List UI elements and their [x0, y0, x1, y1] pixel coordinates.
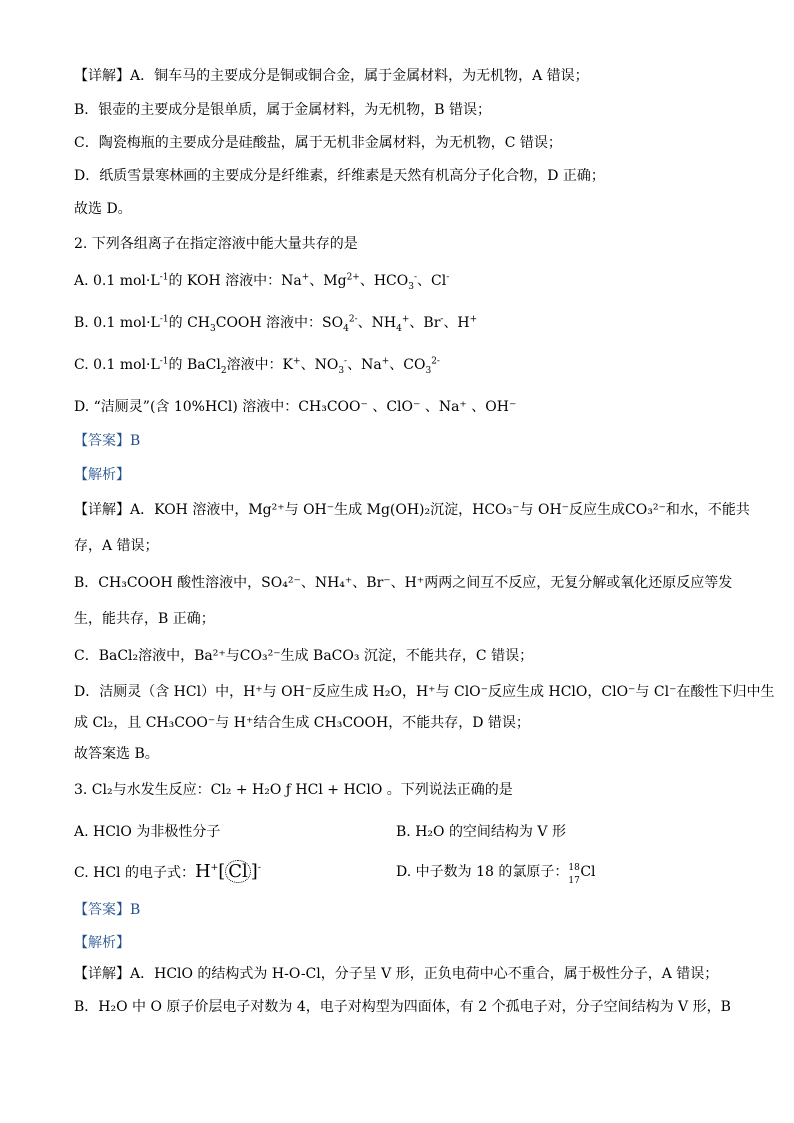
question-2-option-c: C. 0.1 $mol\cdot L^{-1}$的 BaCl$_2$溶液中：K+、$NO_3^-$、Na+、$CO_3^{2-}$	[74, 356, 440, 376]
analysis-2-line-7: 成 Cl₂，且 CH₃COO⁻与 H⁺结合生成 CH₃COOH，不能共存，D 错误；	[74, 715, 530, 731]
question-3-option-c: C. HCl 的电子式：H+[ Cl ]-	[74, 861, 261, 882]
analysis-2-line-4: 生，能共存，B 正确；	[74, 611, 215, 627]
analysis-2-heading: 【解析】	[74, 467, 130, 483]
analysis-2-line-1: 【详解】A．KOH 溶液中，Mg²⁺与 OH⁻生成 Mg(OH)₂沉淀，HCO₃⁻与 OH⁻反应生成CO₃²⁻和水，不能共	[74, 502, 750, 518]
answer-3: 【答案】B	[74, 902, 141, 918]
question-2-stem: 2. 下列各组离子在指定溶液中能大量共存的是	[74, 236, 358, 252]
analysis-2-line-3: B．CH₃COOH 酸性溶液中，SO₄²⁻、NH₄⁺、Br⁻、H⁺两两之间互不反应，无复分解或氧化还原反应等发	[74, 575, 733, 591]
analysis-3-line-2: B．H₂O 中 O 原子价层电子对数为 4，电子对构型为四面体，有 2 个孤电子对，分子空间结构为 V 形，B	[74, 999, 731, 1015]
analysis-2-line-2: 存，A 错误；	[74, 538, 159, 554]
question-3-option-d: D. 中子数为 18 的氯原子： 18 17 Cl	[396, 863, 596, 886]
detail-line-1: 【详解】A．铜车马的主要成分是铜或铜合金，属于金属材料，为无机物，A 错误；	[74, 68, 589, 84]
question-2-option-a: A. 0.1 $mol\cdot L^{-1}$的 KOH 溶液中：Na+、$Mg^{2+}$、$HCO_3^-$、Cl-	[74, 272, 450, 292]
nuclide-notation: 18 17	[568, 863, 580, 886]
analysis-2-line-6: D．洁厕灵（含 HCl）中，H⁺与 OH⁻反应生成 H₂O，H⁺与 ClO⁻反应生成 HClO，ClO⁻与 Cl⁻在酸性下归中生	[74, 684, 775, 700]
analysis-3-line-1: 【详解】A．HClO 的结构式为 H-O-Cl，分子呈 V 形，正负电荷中心不重合，属于极性分子，A 错误；	[74, 966, 719, 982]
question-2-option-d: D. “洁厕灵”(含 10%HCl) 溶液中：CH₃COO⁻ 、ClO⁻ 、Na⁺ 、OH⁻	[74, 399, 517, 415]
detail-line-4: D．纸质雪景寒林画的主要成分是纤维素，纤维素是天然有机高分子化合物，D 正确；	[74, 168, 605, 184]
analysis-2-line-5: C．BaCl₂溶液中，Ba²⁺与CO₃²⁻生成 BaCO₃ 沉淀，不能共存，C 错误；	[74, 648, 534, 664]
question-3-stem: 3. Cl₂与水发生反应：Cl₂ + H₂O ƒ HCl + HClO 。下列说法正确的是	[74, 782, 513, 798]
question-2-option-b: B. 0.1 $mol\cdot L^{-1}$的 $CH_3COOH$ 溶液中：$SO_4^{2-}$、$NH_4^+$、Br-、H+	[74, 314, 478, 334]
analysis-3-heading: 【解析】	[74, 935, 130, 951]
electron-formula: H+[ Cl ]-	[194, 861, 261, 882]
question-3-option-a: A. HClO 为非极性分子	[74, 824, 221, 840]
question-3-option-b: B. H₂O 的空间结构为 V 形	[396, 824, 566, 840]
detail-line-2: B．银壶的主要成分是银单质，属于金属材料，为无机物，B 错误；	[74, 102, 492, 118]
conclusion-line: 故选 D。	[74, 201, 132, 217]
analysis-2-line-8: 故答案选 B。	[74, 746, 159, 762]
detail-line-3: C．陶瓷梅瓶的主要成分是硅酸盐，属于无机非金属材料，为无机物，C 错误；	[74, 135, 562, 151]
answer-2: 【答案】B	[74, 433, 141, 449]
